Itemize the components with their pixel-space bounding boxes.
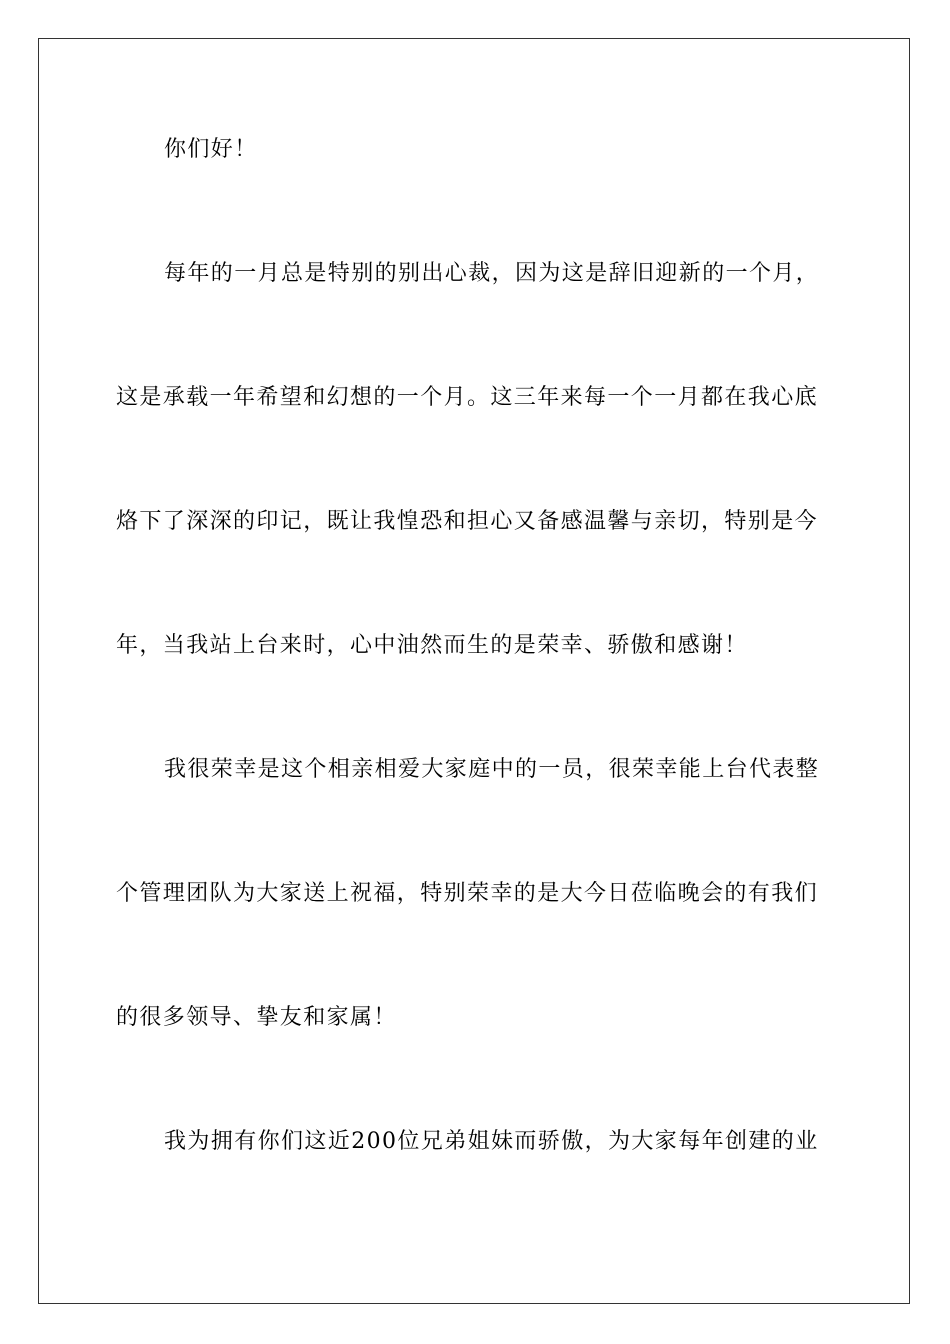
- paragraph-2-line-2: 个管理团队为大家送上祝福，特别荣幸的是大今日莅临晚会的有我们: [116, 881, 819, 906]
- paragraph-1-line-2: 这是承载一年希望和幻想的一个月。这三年来每一个一月都在我心底: [116, 385, 819, 410]
- paragraph-1-line-1: 每年的一月总是特别的别出心裁，因为这是辞旧迎新的一个月，: [164, 261, 820, 286]
- paragraph-3-line-1: 我为拥有你们这近200位兄弟姐妹而骄傲，为大家每年创建的业: [164, 1129, 819, 1154]
- paragraph-2-line-1: 我很荣幸是这个相亲相爱大家庭中的一员，很荣幸能上台代表整: [164, 757, 820, 782]
- paragraph-1-line-3: 烙下了深深的印记，既让我惶恐和担心又备感温馨与亲切，特别是今: [116, 509, 819, 534]
- paragraph-1-line-4: 年，当我站上台来时，心中油然而生的是荣幸、骄傲和感谢！: [116, 633, 748, 658]
- paragraph-2-line-3: 的很多领导、挚友和家属！: [116, 1005, 397, 1030]
- page-border: [38, 38, 910, 1304]
- greeting-line: 你们好！: [164, 137, 258, 162]
